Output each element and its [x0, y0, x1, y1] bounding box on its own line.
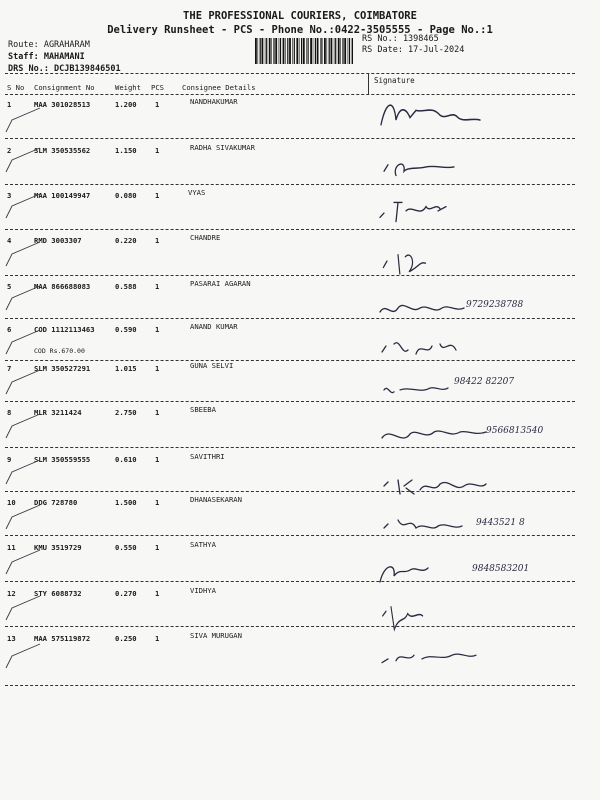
- row-pcs: 1: [155, 498, 160, 507]
- handwritten-tick-mark: [4, 240, 44, 270]
- barcode-bar: [262, 38, 264, 64]
- col-signature: Signature: [374, 76, 415, 85]
- row-pcs: 1: [155, 455, 160, 464]
- handwritten-tick-mark: [4, 284, 44, 314]
- barcode-bar: [324, 38, 326, 64]
- row-separator: [5, 138, 575, 139]
- row-weight: 1.150: [115, 146, 137, 155]
- row-consignment-no: MAA 301028513: [34, 100, 91, 109]
- barcode-bar: [289, 38, 291, 64]
- row-weight: 1.500: [115, 498, 137, 507]
- row-consignment-no: SLM 350527291: [34, 364, 91, 373]
- row-consignment-no: KMU 3519729: [34, 543, 82, 552]
- barcode-bar: [310, 38, 312, 64]
- col-weight: Weight: [115, 83, 141, 92]
- barcode-bar: [306, 38, 307, 64]
- handwritten-tick-mark: [4, 642, 44, 672]
- row-pcs: 1: [155, 408, 160, 417]
- handwritten-phone-number: 9729238788: [466, 300, 524, 310]
- row-consignment-no: SLM 350559555: [34, 455, 91, 464]
- row-s-no: 3: [7, 191, 12, 200]
- row-weight: 0.270: [115, 589, 137, 598]
- row-consignee-name: PASARAI AGARAN: [190, 279, 251, 288]
- barcode-bar: [348, 38, 349, 64]
- barcode-bar: [315, 38, 316, 64]
- row-s-no: 2: [7, 146, 12, 155]
- barcode-bar: [340, 38, 341, 64]
- row-consignee-name: NANDHAKUMAR: [190, 97, 238, 106]
- handwritten-tick-mark: [4, 146, 44, 176]
- row-pcs: 1: [155, 325, 160, 334]
- barcode-bar: [334, 38, 335, 64]
- barcode-bar: [271, 38, 272, 64]
- handwritten-tick-mark: [4, 412, 44, 442]
- handwritten-signature: [376, 244, 486, 276]
- row-pcs: 1: [155, 282, 160, 291]
- staff-label: Staff: MAHAMANI: [8, 52, 85, 62]
- row-consignee-name: VYAS: [188, 188, 206, 197]
- row-pcs: 1: [155, 634, 160, 643]
- barcode-bar: [266, 38, 267, 64]
- handwritten-tick-mark: [4, 106, 44, 136]
- row-consignee-name: ANAND KUMAR: [190, 322, 238, 331]
- runsheet-title: Delivery Runsheet - PCS - Phone No.:0422-3505555 - Page No.:1: [107, 24, 493, 36]
- barcode-bar: [344, 38, 346, 64]
- row-consignment-no: COD 1112113463: [34, 325, 95, 334]
- barcode-image: [255, 38, 353, 64]
- barcode-bar: [338, 38, 340, 64]
- barcode-bar: [342, 38, 343, 64]
- barcode-bar: [327, 38, 328, 64]
- barcode-bar: [331, 38, 333, 64]
- drs-number: DRS No.: DCJB139846501: [8, 64, 121, 74]
- barcode-bar: [265, 38, 266, 64]
- row-pcs: 1: [155, 191, 160, 200]
- handwritten-signature: [376, 472, 576, 502]
- row-pcs: 1: [155, 146, 160, 155]
- row-pcs: 1: [155, 543, 160, 552]
- row-consignee-name: CHANDRE: [190, 233, 221, 242]
- table-top-rule: [5, 73, 575, 74]
- barcode-bar: [273, 38, 274, 64]
- row-s-no: 9: [7, 455, 12, 464]
- row-consignee-name: DHANASEKARAN: [190, 495, 242, 504]
- barcode-bar: [283, 38, 285, 64]
- barcode-bar: [349, 38, 350, 64]
- row-s-no: 12: [7, 589, 16, 598]
- handwritten-tick-mark: [4, 192, 44, 222]
- row-separator: [5, 685, 575, 686]
- row-consignment-no: MAA 866688083: [34, 282, 91, 291]
- row-weight: 1.200: [115, 100, 137, 109]
- row-weight: 0.250: [115, 634, 137, 643]
- handwritten-signature: [376, 196, 506, 228]
- barcode-bar: [275, 38, 277, 64]
- col-s-no: S No: [7, 83, 25, 92]
- barcode-bar: [269, 38, 271, 64]
- handwritten-signature: [376, 96, 526, 132]
- row-separator: [5, 626, 575, 627]
- barcode-bar: [308, 38, 309, 64]
- handwritten-signature: [376, 644, 536, 672]
- barcode-bar: [335, 38, 336, 64]
- barcode-bar: [292, 38, 293, 64]
- handwritten-tick-mark: [4, 458, 44, 488]
- row-pcs: 1: [155, 364, 160, 373]
- row-weight: 0.610: [115, 455, 137, 464]
- barcode-bar: [258, 38, 259, 64]
- row-consignment-no: STY 6088732: [34, 589, 82, 598]
- handwritten-phone-number: 9848583201: [472, 564, 530, 574]
- route-label: Route: AGRAHARAM: [8, 40, 90, 50]
- barcode-bar: [313, 38, 314, 64]
- col-consignment-no: Consignment No: [34, 83, 95, 92]
- handwritten-phone-number: 9443521 8: [476, 518, 525, 528]
- col-pcs: PCS: [151, 83, 164, 92]
- handwritten-signature: [376, 332, 506, 362]
- row-separator: [5, 275, 575, 276]
- barcode-bar: [260, 38, 261, 64]
- barcode-bar: [299, 38, 300, 64]
- barcode-bar: [255, 38, 257, 64]
- barcode-bar: [285, 38, 286, 64]
- handwritten-signature: [376, 600, 476, 634]
- row-s-no: 6: [7, 325, 12, 334]
- row-weight: 0.588: [115, 282, 137, 291]
- row-pcs: 1: [155, 589, 160, 598]
- company-name: THE PROFESSIONAL COURIERS, COIMBATORE: [183, 10, 417, 22]
- row-separator: [5, 184, 575, 185]
- row-consignment-no: MAA 575119872: [34, 634, 91, 643]
- row-pcs: 1: [155, 100, 160, 109]
- row-s-no: 8: [7, 408, 12, 417]
- row-consignment-no: DDG 728780: [34, 498, 78, 507]
- row-consignee-name: VIDHYA: [190, 586, 216, 595]
- row-s-no: 13: [7, 634, 16, 643]
- row-consignee-name: RADHA SIVAKUMAR: [190, 143, 255, 152]
- row-consignment-no: MLR 3211424: [34, 408, 82, 417]
- row-s-no: 11: [7, 543, 16, 552]
- barcode-bar: [352, 38, 353, 64]
- rs-number: RS No.: 1398465: [362, 34, 439, 44]
- row-pcs: 1: [155, 236, 160, 245]
- row-consignment-no: MAA 100149947: [34, 191, 91, 200]
- handwritten-phone-number: 9566813540: [486, 426, 544, 436]
- row-consignee-name: SIVA MURUGAN: [190, 631, 242, 640]
- handwritten-signature: [378, 152, 508, 184]
- row-weight: 0.220: [115, 236, 137, 245]
- row-weight: 0.550: [115, 543, 137, 552]
- table-header-rule: [5, 94, 575, 95]
- barcode-bar: [296, 38, 298, 64]
- handwritten-tick-mark: [4, 594, 44, 624]
- barcode-bar: [329, 38, 330, 64]
- rs-date: RS Date: 17-Jul-2024: [362, 45, 465, 55]
- barcode-bar: [280, 38, 281, 64]
- handwritten-tick-mark: [4, 328, 44, 358]
- barcode-bar: [294, 38, 295, 64]
- barcode-bar: [279, 38, 280, 64]
- handwritten-phone-number: 98422 82207: [454, 377, 515, 387]
- barcode-bar: [320, 38, 321, 64]
- row-consignee-name: SBEEBA: [190, 405, 216, 414]
- barcode-bar: [301, 38, 302, 64]
- row-s-no: 4: [7, 236, 12, 245]
- handwritten-signature: [376, 420, 576, 450]
- row-weight: 0.080: [115, 191, 137, 200]
- barcode-bar: [303, 38, 305, 64]
- row-s-no: 1: [7, 100, 12, 109]
- row-weight: 1.015: [115, 364, 137, 373]
- row-consignment-no: SLM 350535562: [34, 146, 91, 155]
- row-weight: 0.590: [115, 325, 137, 334]
- row-weight: 2.750: [115, 408, 137, 417]
- barcode-bar: [317, 38, 319, 64]
- row-s-no: 5: [7, 282, 12, 291]
- row-consignment-no: RMD 3003307: [34, 236, 82, 245]
- handwritten-tick-mark: [4, 368, 44, 398]
- row-cod-amount: COD Rs.670.00: [34, 347, 85, 355]
- handwritten-tick-mark: [4, 548, 44, 578]
- row-consignee-name: SATHYA: [190, 540, 216, 549]
- row-s-no: 7: [7, 364, 12, 373]
- row-s-no: 10: [7, 498, 16, 507]
- barcode-bar: [287, 38, 288, 64]
- handwritten-tick-mark: [4, 503, 44, 533]
- signature-column-divider: [368, 73, 369, 94]
- barcode-bar: [321, 38, 322, 64]
- row-consignee-name: SAVITHRI: [190, 452, 225, 461]
- row-consignee-name: GUNA SELVI: [190, 361, 234, 370]
- row-separator: [5, 229, 575, 230]
- col-consignee-details: Consignee Details: [182, 83, 256, 92]
